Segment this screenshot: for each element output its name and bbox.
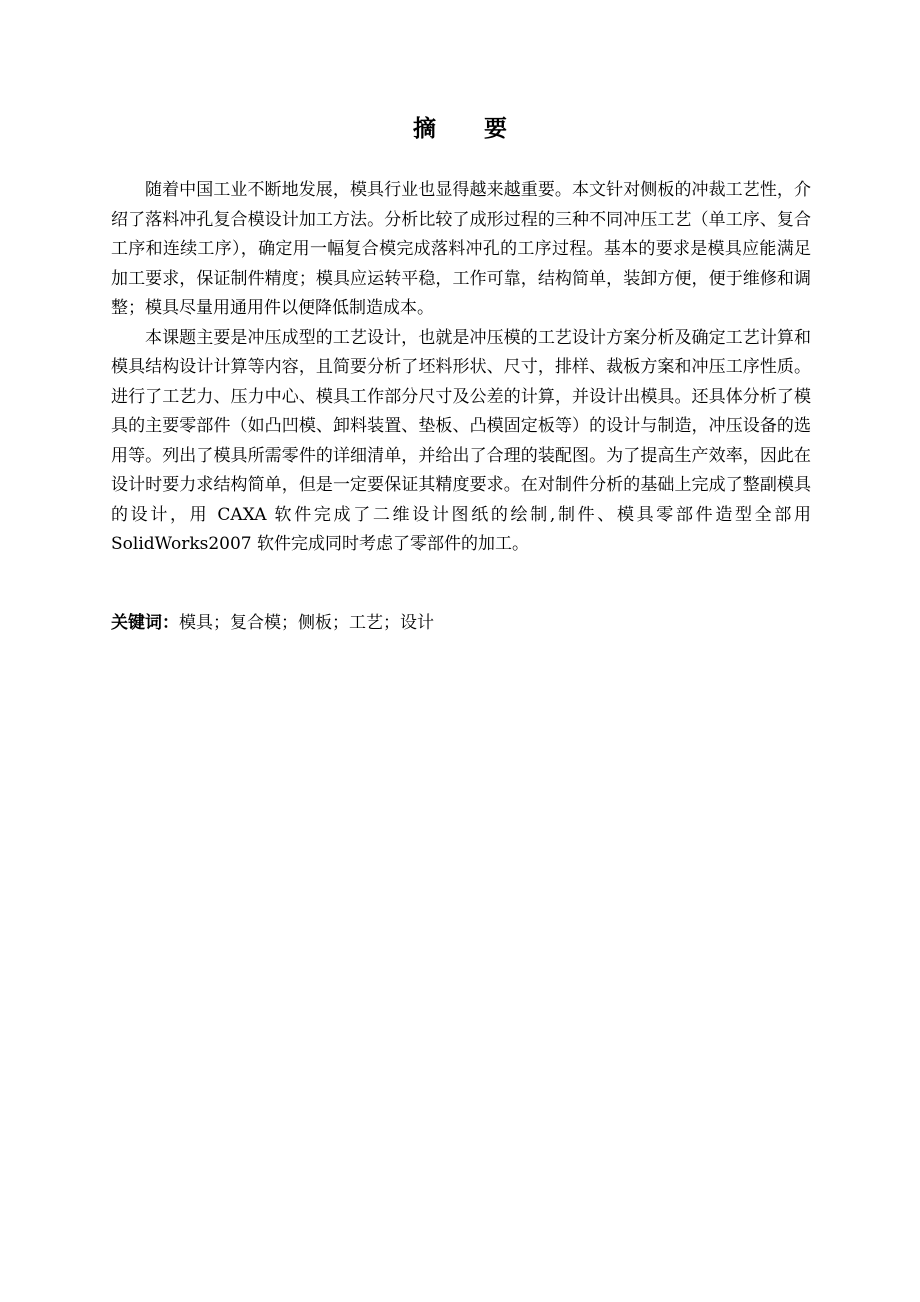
keywords-line <box>111 609 811 638</box>
abstract-body <box>111 176 811 560</box>
keywords-label: 关键词： <box>111 613 179 633</box>
keywords-text: 模具；复合模；侧板；工艺；设计 <box>179 613 434 633</box>
abstract-paragraph-2: 本课题主要是冲压成型的工艺设计，也就是冲压模的工艺设计方案分析及确定工艺计算和模具结构设计计算等内容，且简要分析了坯料形状、尺寸，排样、裁板方案和冲压工序性质。进行了工艺力、压力中心、模具工作部分尺寸及公差的计算，并设计出模具。还具体分析了模具的主要零部件（如凸凹模、卸料装置、垫板、凸模固定板等）的设计与制造，冲压设备的选用等。列出了模具所需零件的详细清单，并给出了合理的装配图。为了提高生产效率，因此在设计时要力求结构简单，但是一定要保证其精度要求。在对制件分析的基础上完成了整副模具的设计，用 CAXA 软件完成了二维设计图纸的绘制,制件、模具零部件造型全部用 SolidWorks2007 软件完成同时考虑了零部件的加工。 <box>111 327 811 554</box>
abstract-title: 摘 要 <box>412 116 527 142</box>
abstract-paragraph-1: 随着中国工业不断地发展，模具行业也显得越来越重要。本文针对侧板的冲裁工艺性，介绍了落料冲孔复合模设计加工方法。分析比较了成形过程的三种不同冲压工艺（单工序、复合工序和连续工序），确定用一幅复合模完成落料冲孔的工序过程。基本的要求是模具应能满足加工要求，保证制件精度；模具应运转平稳，工作可靠，结构简单，装卸方便，便于维修和调整；模具尽量用通用件以便降低制造成本。 <box>111 180 811 318</box>
